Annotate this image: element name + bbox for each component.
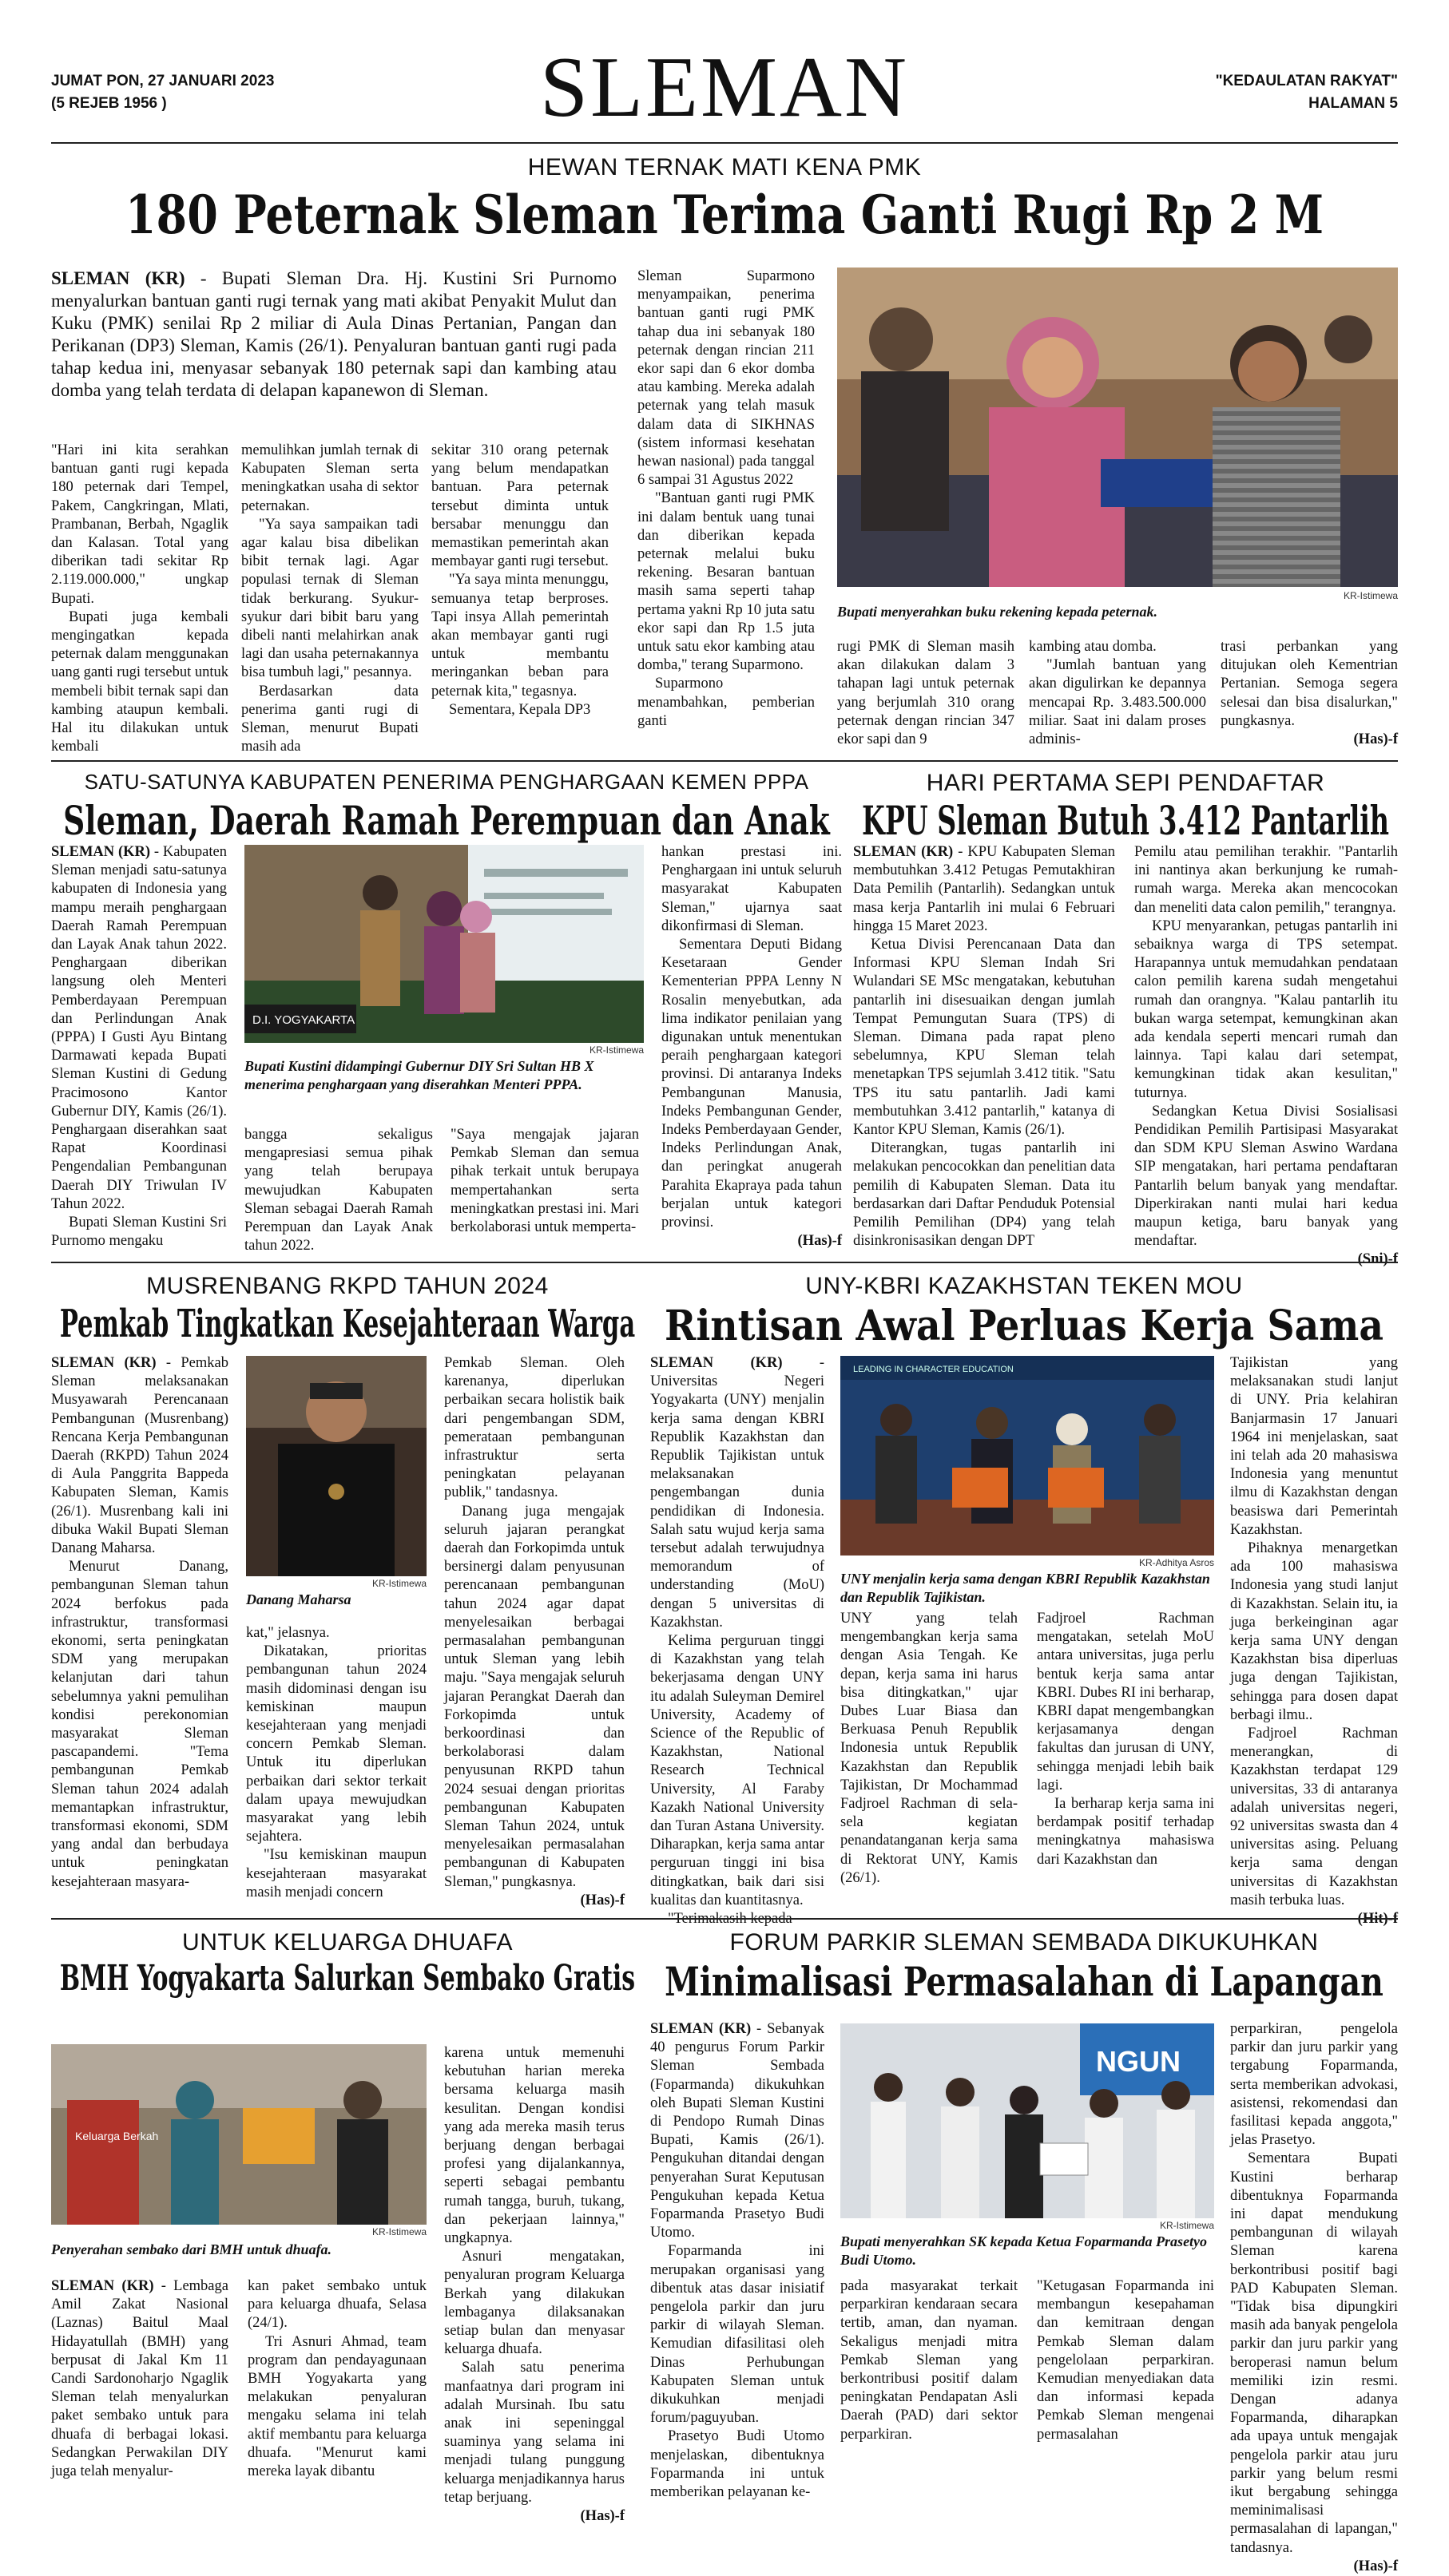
paragraph: KPU menyarankan, petugas pantarlih ini sebaiknya warga di TPS setempat. Harapannya untuk memudahkan pendataan calon pemilih karena sudah mengetahui rumah dan orangnya. "Kalau pantarlih itu bukan warga setempat, kemungkinan akan ada kendala seperti mencari rumah dan lainnya. Tapi kalau dari setempat, kemungkinan tidak akan kesulitan," tuturnya. xyxy=(1134,917,1398,1101)
paragraph: perparkiran, pengelola parkir dan juru parkir yang tergabung Foparmanda, serta memberikan advokasi, asistensi, rekomendasi dan fasilitasi kepada anggota," jelas Prasetyo. xyxy=(1230,2021,1398,2149)
photo-caption: Bupati menyerahkan SK kepada Ketua Foparmanda Prasetyo Budi Utomo. xyxy=(840,2233,1208,2268)
body-text xyxy=(1037,2277,1214,2444)
body-text xyxy=(241,442,419,756)
article-kicker: MUSRENBANG RKPD TAHUN 2024 xyxy=(146,1273,549,1299)
paragraph: SLEMAN (KR) - Kabupaten Sleman menjadi satu-satunya kabupaten di Indonesia yang mampu meraih penghargaan Daerah Ramah Perempuan dan Layak Anak tahun 2022. Penghargaan diberikan langsung oleh Menteri Pemberdayaan Perempuan dan Perlindungan Anak (PPPA) I Gusti Ayu Bintang Darmawati kepada Bupati Sleman Kustini di Gedung Pracimosono Kantor Gubernur DIY, Kamis (26/1). Penghargaan diserahkan saat Rapat Koordinasi Pengendalian Pembangunan Daerah DIY Triwulan IV Tahun 2022. xyxy=(51,844,227,1212)
body-text xyxy=(650,2020,824,2502)
paragraph: Sementara Bupati Kustini berharap dibentuknya Foparmanda ini dapat mendukung pembangunan di wilayah Sleman karena berkontribusi positif bagi PAD Kabupaten Sleman. "Tidak bisa dipungkiri masih ada banyak pengelola parkir dan juru parkir yang beroperasi namun belum memiliki izin resmi. Dengan adanya Foparmanda, diharapkan ada upaya untuk mengajak pengelola parkir atau juru parkir yang belum resmi ikut bergabung sehingga meminimalisasi permasalahan di lapangan," tandasnya. xyxy=(1230,2150,1398,2556)
paragraph: "Ya saya sampaikan tadi agar kalau bisa dibelikan bibit ternak lagi. Agar populasi ternak di Sleman tidak berkurang. Syukur-syukur dari bibit baru yang dibeli nanti melahirkan anak lagi dan usaha peternakannya bisa tumbuh lagi," pesannya. xyxy=(241,516,419,681)
author-signature: (Has)-f xyxy=(1353,2558,1398,2574)
author-signature: (Has)-f xyxy=(1353,731,1398,748)
photo-credit: KR-Istimewa xyxy=(589,1044,644,1056)
author-signature: (Sni)-f xyxy=(1357,1251,1398,1268)
paragraph: Fadjroel Rachman menerangkan, di Kazakhstan terdapat 129 universitas, 33 di antaranya adalah universitas negeri, 92 universitas swasta dan 4 universitas asing. Peluang kerja sama dengan universitas di Kazakhstan masih terbuka luas. xyxy=(1230,1726,1398,1908)
page-number: HALAMAN 5 xyxy=(1308,95,1398,112)
paragraph: SLEMAN (KR) - Sebanyak 40 pengurus Forum Parkir Sleman Sembada (Foparmanda) dikukuhkan oleh Bupati Sleman Kustini di Pendopo Rumah Dinas Bupati, Kamis (26/1). Pengukuhan ditandai dengan penyerahan Surat Keputusan Pengukuhan kepada Ketua Foparmanda Prasetyo Budi Utomo. xyxy=(650,2021,824,2241)
body-column-2 xyxy=(244,1126,433,1254)
body-column-4 xyxy=(1230,1354,1398,1928)
section-divider xyxy=(51,1918,1398,1920)
paragraph: Tri Asnuri Ahmad, team program dan pendayagunaan BMH Yogyakarta yang melakukan penyaluran mengaku selama ini telah aktif membantu para keluarga dhuafa. "Menurut kami mereka layak dibantu xyxy=(248,2333,427,2480)
article-musrenbang xyxy=(51,1266,644,1913)
body-column-4 xyxy=(661,843,842,1250)
paragraph: kat," jelasnya. xyxy=(246,1625,330,1641)
paragraph: hankan prestasi ini. Penghargaan ini untuk seluruh masyarakat Kabupaten Sleman," ujarnya saat dikonfirmasi di Sleman. xyxy=(661,844,842,934)
hijri-date: (5 REJEB 1956 ) xyxy=(51,95,167,112)
paragraph: trasi perbankan yang ditujukan oleh Kementrian Pertanian. Semoga segera selesai dan bisa disalurkan," pungkasnya. xyxy=(1221,639,1398,729)
paragraph: "Hari ini kita serahkan bantuan ganti rugi kepada 180 peternak dari Tempel, Pakem, Cangkringan, Mlati, Prambanan, Berbah, Ngaglik dan Kalasan. Total yang diberikan tadi sekitar Rp 2.119.000.000," ungkap Bupati. xyxy=(51,442,228,607)
paragraph: "Jumlah bantuan yang akan digulirkan ke depannya mencapai Rp. 3.483.500.000 miliar. Saat ini dalam proses adminis- xyxy=(1029,657,1206,748)
paragraph: Danang juga mengajak seluruh jajaran perangkat daerah dan Forkopimda untuk bersinergi dalam penyusunan perencanaan pembangunan tahun 2024 agar dapat menyelesaikan berbagai permasalahan pembangunan untuk Sleman yang lebih maju. "Saya mengajak seluruh jajaran Perangkat Daerah dan Forkopimda untuk berkoordinasi dan berkolaborasi dalam penyusunan RKPD tahun 2024 sesuai dengan prioritas pembangunan Kabupaten Sleman Tahun 2024, untuk menyelesaikan permasalahan pembangunan di Kabupaten Sleman," pungkasnya. xyxy=(444,1503,625,1890)
publication-name: "KEDAULATAN RAKYAT" xyxy=(1215,73,1398,89)
body-column-5 xyxy=(837,638,1014,748)
paragraph: sekitar 310 orang peternak yang belum mendapatkan bantuan. Para peternak tersebut diminta untuk bersabar menunggu dan memastikan pemerintah akan membayar ganti rugi tersebut. xyxy=(431,442,609,570)
paragraph: Ia berharap kerja sama ini berdampak positif terhadap meningkatnya mahasiswa dari Kazakhstan dan xyxy=(1037,1796,1214,1868)
photo-caption: Bupati menyerahkan buku rekening kepada peternak. xyxy=(837,604,1158,620)
body-column-1 xyxy=(51,843,227,1250)
paragraph: Sedangkan Ketua Divisi Sosialisasi Pendidikan Pemilih Partisipasi Masyarakat dan SDM KPU Sleman Aswino Wardana SIP mengatakan, hari pertama pendaftaran Pantarlih belum banyak yang mendaftar. Diperkirakan nanti mulai hari kedua maupun ketiga, baru banyak yang mendaftar. xyxy=(1134,1103,1398,1250)
article-headline: KPU Sleman Butuh 3.412 Pantarlih xyxy=(861,797,1390,844)
body-column-3 xyxy=(444,1354,625,1908)
paragraph: Pihaknya menargetkan ada 100 mahasiswa Indonesia yang studi lanjut di Kazakhstan. Selain itu, ia juga berkeinginan agar kerja sama UNY dengan Kazakhstan bisa diperluas juga dengan Tajikistan, sehingga para dosen dapat berbagi ilmu.. xyxy=(1230,1540,1398,1723)
photo-caption: Bupati Kustini didampingi Gubernur DIY Sri Sultan HB X menerima penghargaan yang diserahkan Menteri PPPA. xyxy=(244,1058,594,1092)
banner-text: Keluarga Berkah xyxy=(75,2130,159,2142)
photo-bupati-peternak xyxy=(837,268,1398,587)
banner-text: D.I. YOGYAKARTA xyxy=(252,1013,355,1027)
article-kicker: UNTUK KELUARGA DHUAFA xyxy=(182,1929,513,1956)
body-text xyxy=(51,1354,228,1892)
body-text xyxy=(1221,638,1398,731)
paragraph: Dikatakan, prioritas pembangunan tahun 2024 masih didominasi dengan isu kemiskinan maupun kesejahteraan yang menjadi concern Pemkab Sleman. Untuk itu diperlukan perbaikan dari sektor terkait dalam upaya mewujudkan masyarakat yang lebih sejahtera. xyxy=(246,1643,427,1845)
paragraph: SLEMAN (KR) - Universitas Negeri Yogyakarta (UNY) menjalin kerja sama dengan KBRI Republik Kazakhstan dan Republik Tajikistan untuk melaksanakan pengembangan dunia pendidikan di Indonesia. Salah satu wujud kerja sama tersebut adalah terwujudnya memorandum of understanding (MoU) dengan 5 universitas di Kazakhstan. xyxy=(650,1355,824,1631)
photo-danang xyxy=(246,1356,427,1576)
body-text xyxy=(51,843,227,1250)
paragraph: Suparmono menambahkan, pemberian ganti xyxy=(637,676,815,729)
photo-illustration xyxy=(246,1356,427,1576)
dateline: SLEMAN (KR) xyxy=(51,1355,157,1371)
paragraph: "Isu kemiskinan maupun kesejahteraan masyarakat masih menjadi concern xyxy=(246,1847,427,1900)
body-text xyxy=(444,2044,625,2507)
body-column-3 xyxy=(444,2044,625,2525)
article-kicker: UNY-KBRI KAZAKHSTAN TEKEN MOU xyxy=(805,1273,1243,1299)
article-kicker: HEWAN TERNAK MATI KENA PMK xyxy=(527,154,922,180)
dateline: SLEMAN (KR) xyxy=(853,844,954,860)
body-text xyxy=(51,442,228,756)
paragraph: Pemkab Sleman. Oleh karenanya, diperlukan perbaikan secara holistik baik dari pengembangan SDM, pemerataan pembangunan infrastruktur serta peningkatan pelayanan publik," tandasnya. xyxy=(444,1355,625,1501)
photo-credit: KR-Adhitya Asros xyxy=(1138,1557,1214,1568)
body-text xyxy=(853,843,1115,1250)
author-signature: (Has)-f xyxy=(797,1233,842,1250)
body-text xyxy=(244,1126,433,1255)
paragraph: Ketua Divisi Perencanaan Data dan Informasi KPU Sleman Indah Sri Wulandari SE MSc mengatakan, kebutuhan pantarlih ini disesuaikan dengan jumlah Tempat Pemungutan Suara (TPS) di Sleman. Dimana pada rapat pleno sebelumnya, KPU Sleman telah menetapkan TPS sejumlah 3.412 titik. "Satu TPS itu satu pantarlih. Jadi kami membutuhkan 3.412 pantarlih," katanya di Kantor KPU Sleman, Kamis (26/1). xyxy=(853,937,1115,1139)
paragraph: pada masyarakat terkait perparkiran kendaraan secara tertib, aman, dan nyaman. Sekaligus menjadi mitra Pemkab Sleman yang berkontribusi positif dalam peningkatan Pendapatan Asli Daerah (PAD) dari sektor perparkiran. xyxy=(840,2278,1018,2443)
paragraph: kambing atau domba. xyxy=(1029,639,1157,655)
photo-foparmanda xyxy=(840,2023,1214,2218)
body-text xyxy=(431,442,609,719)
body-text xyxy=(1029,638,1206,749)
photo-caption: Danang Maharsa xyxy=(246,1591,351,1607)
dateline: SLEMAN (KR) xyxy=(51,2278,154,2294)
body-text xyxy=(637,268,815,731)
body-text xyxy=(1134,843,1398,1250)
body-text xyxy=(837,638,1014,749)
paragraph: "Ketugasan Foparmanda ini membangun kesepahaman dan kemitraan dengan Pemkab Sleman dalam pengelolaan perparkiran. Kemudian menyediakan data dan informasi kepada Pemkab Sleman mengenai permasalahan xyxy=(1037,2278,1214,2443)
body-column-1 xyxy=(51,2277,228,2509)
paragraph: memulihkan jumlah ternak di Kabupaten Sleman serta meningkatkan usaha di sektor peternakan. xyxy=(241,442,419,514)
body-column-3 xyxy=(1037,2277,1214,2509)
masthead xyxy=(51,40,1398,136)
paragraph: Diterangkan, tugas pantarlih ini melakukan pencocokkan dan penelitian data pemilih di Kabupaten Sleman. Data itu berdasarkan dari Daftar Penduduk Potensial Pemilih Pemilihan (DP4) yang telah disinkronisasikan dengan DPT xyxy=(853,1140,1115,1250)
body-column-1 xyxy=(51,442,228,755)
body-column-2 xyxy=(246,1624,427,1905)
article-headline: BMH Yogyakarta Salurkan Sembako Gratis xyxy=(59,1958,636,1999)
article-parkir xyxy=(650,1923,1398,2574)
photo-caption: Penyerahan sembako dari BMH untuk dhuafa. xyxy=(51,2241,332,2257)
article-bmh xyxy=(51,1923,644,2525)
author-signature: (Has)-f xyxy=(580,2508,625,2525)
paragraph: "Saya mengajak jajaran Pemkab Sleman dan semua pihak terkait untuk berupaya mempertahankan serta meningkatkan prestasi ini. Mari berkolaborasi untuk memperta- xyxy=(451,1127,639,1236)
body-column-1 xyxy=(650,2020,824,2509)
body-column-6 xyxy=(1029,638,1206,748)
article-ganti-rugi xyxy=(51,148,1398,755)
body-text xyxy=(840,2277,1018,2444)
photo-credit: KR-Istimewa xyxy=(371,1578,427,1589)
paragraph: Sleman Suparmono menyampaikan, penerima bantuan ganti rugi PMK tahap dua ini sebanyak 180 peternak dengan rincian 211 ekor sapi dan 6 ekor domba atau kambing. Mereka adalah peternak yang telah masuk dalam data di SIKHNAS (sistem informasi kesehatan hewan nasional) pada tanggal 6 sampai 31 Agustus 2022 xyxy=(637,268,815,489)
paragraph: SLEMAN (KR) - Lembaga Amil Zakat Nasional (Laznas) Baitul Maal Hidayatullah (BMH) yang berpusat di Jakal Km 11 Candi Sardonoharjo Ngaglik Sleman telah menyalurkan paket sembako untuk para dhuafa di berbagai lokasi. Sedangkan Perwakilan DIY juga telah menyalur- xyxy=(51,2278,228,2480)
paragraph: Salah satu penerima manfaatnya dari program ini adalah Mursinah. Ibu satu anak ini sepeninggal suaminya yang selama ini menjadi tulang punggung keluarga menjadikannya harus tetap berjuang. xyxy=(444,2360,625,2506)
publication-block xyxy=(1216,70,1398,115)
section-divider xyxy=(51,760,1398,762)
paragraph: Sementara, Kepala DP3 xyxy=(449,701,591,718)
body-column-4 xyxy=(637,268,815,740)
body-column-3 xyxy=(1037,1610,1214,1905)
photo-illustration xyxy=(840,2023,1214,2218)
article-uny xyxy=(650,1266,1398,1928)
body-column-2 xyxy=(248,2277,427,2509)
body-text xyxy=(1230,1354,1398,1910)
body-text xyxy=(1037,1610,1214,1869)
photo-illustration xyxy=(840,1356,1214,1556)
paragraph: "Bantuan ganti rugi PMK ini dalam bentuk uang tunai dan diberikan kepada peternak melalui buku rekening. Besaran bantuan masih sama seperti tahap pertama yakni Rp 10 juta satu ekor sapi dan Rp 1.5 juta untuk satu ekor kambing atau domba," terang Suparmono. xyxy=(637,490,815,674)
paragraph: bangga sekaligus mengapresiasi semua pihak yang telah berupaya mewujudkan Kabupaten Sleman sebagai Daerah Ramah Perempuan dan Layak Anak tahun 2022. xyxy=(244,1127,433,1254)
photo-sembako xyxy=(51,2044,427,2225)
body-column-2 xyxy=(241,442,419,755)
author-signature: (Has)-f xyxy=(580,1892,625,1908)
author-signature: (Hit)-f xyxy=(1357,1911,1398,1928)
photo-illustration xyxy=(244,845,644,1043)
article-kicker: HARI PERTAMA SEPI PENDAFTAR xyxy=(926,770,1325,796)
body-text xyxy=(650,1354,824,1928)
paragraph: Pemilu atau pemilihan terakhir. "Pantarlih ini nantinya akan berkunjung ke rumah-rumah warga. Mereka akan mencocokan dan meneliti data calon pemilih," terangnya. xyxy=(1134,844,1398,916)
body-column-1 xyxy=(853,843,1115,1250)
masthead-rule xyxy=(51,142,1398,144)
body-column-1 xyxy=(51,1354,228,1905)
body-text xyxy=(451,1126,639,1237)
paragraph: Bupati Sleman Kustini Sri Purnomo mengaku xyxy=(51,1215,227,1250)
article-kicker: SATU-SATUNYA KABUPATEN PENERIMA PENGHARGAAN KEMEN PPPA xyxy=(84,770,809,794)
dateline: SLEMAN (KR) xyxy=(51,844,151,860)
paragraph: Bupati juga kembali mengingatkan kepada peternak dalam menggunakan uang ganti rugi tersebut untuk membeli bibit ternak sapi dan kambing ataupun kembali. Hal itu dilakukan untuk kembali xyxy=(51,608,228,755)
paragraph: Tajikistan yang melaksanakan studi lanjut di UNY. Pria kelahiran Banjarmasin 17 Januari 1964 ini menjelaskan, saat ini telah ada 20 mahasiswa Indonesia yang menuntut ilmu di Kazakhstan dengan beasiswa dari Pemerintah Kazakhstan. xyxy=(1230,1355,1398,1538)
article-ramah-perempuan xyxy=(51,765,842,1256)
paragraph: "Ya saya minta menunggu, semuanya tetap berproses. Tapi insya Allah pemerintah akan membayar ganti rugi untuk membantu meringankan beban para peternak kita," tegasnya. xyxy=(431,572,609,699)
article-kpu xyxy=(853,765,1398,1268)
paragraph: SLEMAN (KR) - KPU Kabupaten Sleman membutuhkan 3.412 Petugas Pemutakhiran Data Pemilih (Pantarlih). Sedangkan untuk masa kerja Pantarlih ini mulai 6 Februari hingga 15 Maret 2023. xyxy=(853,844,1115,934)
paragraph: rugi PMK di Sleman masih akan dilakukan dalam 3 tahapan lagi untuk peternak yang berjumlah 310 orang peternak dengan rincian 347 ekor sapi dan 9 xyxy=(837,639,1014,748)
paragraph: kan paket sembako untuk para keluarga dhuafa, Selasa (24/1). xyxy=(248,2278,427,2332)
paragraph: "Terimakasih kepada xyxy=(668,1911,792,1928)
dateline: SLEMAN (KR) xyxy=(51,268,185,288)
body-text xyxy=(840,1610,1018,1888)
body-column-2 xyxy=(840,1610,1018,1905)
photo-mou xyxy=(840,1356,1214,1556)
article-headline: Minimalisasi Permasalahan di Lapangan xyxy=(665,1958,1383,2005)
body-text xyxy=(51,2277,228,2481)
banner-text: LEADING IN CHARACTER EDUCATION xyxy=(853,1365,1014,1374)
lead-text: - Bupati Sleman Dra. Hj. Kustini Sri Purnomo menyalurkan bantuan ganti rugi ternak yang mati akibat Penyakit Mulut dan Kuku (PMK) senilai Rp 2 miliar di Aula Dinas Pertanian, Pangan dan Perikanan (DP3) Sleman, Kamis (26/1). Penyaluran bantuan ganti rugi pada tahap kedua ini, menyasar sebanyak 180 peternak sapi dan kambing atau domba yang telah terdata di delapan kapanewon di Sleman. xyxy=(51,268,617,400)
photo-illustration xyxy=(837,268,1398,587)
body-column-2 xyxy=(1134,843,1398,1268)
article-headline: Rintisan Awal Perluas Kerja Sama xyxy=(665,1302,1383,1350)
photo-credit: KR-Istimewa xyxy=(1159,2220,1214,2231)
body-text xyxy=(1230,2020,1398,2558)
body-column-1 xyxy=(650,1354,824,1928)
body-column-2 xyxy=(840,2277,1018,2509)
paragraph: Berdasarkan data penerima ganti rugi di Sleman, menurut Bupati masih ada xyxy=(241,683,419,755)
body-column-3 xyxy=(431,442,609,740)
section-divider xyxy=(51,1262,1398,1263)
photo-caption: UNY menjalin kerja sama dengan KBRI Republik Kazakhstan dan Republik Tajikistan. xyxy=(840,1571,1210,1605)
body-text xyxy=(444,1354,625,1892)
section-title: SLEMAN xyxy=(539,40,910,135)
article-headline: Sleman, Daerah Ramah Perempuan dan Anak xyxy=(63,797,830,844)
photo-credit: KR-Istimewa xyxy=(371,2226,427,2237)
photo-credit: KR-Istimewa xyxy=(1343,590,1398,601)
paragraph: Sementara Deputi Bidang Kesetaraan Gender Kementerian PPPA Lenny N Rosalin menyebutkan, ada lima indikator penilaian yang digunakan untuk menentukan peraih penghargaan kategori provinsi. Di antaranya Indeks Pembangunan Manusia, Indeks Pembangunan Gender, Indeks Pemberdayaan Gender, Indeks Perlindungan Anak, dan peringkat anugerah Parahita Ekapraya pada tahun berjalan untuk kategori provinsi. xyxy=(661,937,842,1231)
paragraph: Foparmanda ini merupakan organisasi yang dibentuk atas dasar inisiatif pengelola parkir dan juru parkir di wilayah Sleman. Kemudian difasilitasi oleh Dinas Perhubungan Kabupaten Sleman untuk dikukuhkan menjadi forum/paguyuban. xyxy=(650,2243,824,2427)
paragraph: karena untuk memenuhi kebutuhan harian mereka bersama keluarga masih kesulitan. Dengan kondisi yang ada mereka masih terus berjuang dengan berbagai profesi yang dijalankannya, seperti sebagai pembantu rumah tangga, buruh, tukang, dan pekerjaan lainnya," ungkapnya. xyxy=(444,2045,625,2247)
banner-text: NGUN xyxy=(1096,2045,1181,2078)
article-headline: 180 Peternak Sleman Terima Ganti Rugi Rp 2 M xyxy=(125,184,1324,246)
issue-date: JUMAT PON, 27 JANUARI 2023 xyxy=(51,73,275,89)
paragraph: Menurut Danang, pembangunan Sleman tahun 2024 berfokus pada infrastruktur, transformasi ekonomi, serta peningkatan SDM yang merupakan kelanjutan dari tahun sebelumnya yakni pemulihan kondisi perekonomian masyarakat Sleman pascapandemi. "Tema pembangunan Pemkab Sleman tahun 2024 adalah memantapkan infrastruktur, transformasi ekonomi, SDM yang andal dan berbudaya untuk peningkatan kesejahteraan masyara- xyxy=(51,1559,228,1890)
body-column-3 xyxy=(451,1126,639,1246)
body-column-4 xyxy=(1230,2020,1398,2574)
paragraph: UNY yang telah mengembangkan kerja sama dengan Asia Tengah. Ke depan, kerja sama ini harus bisa ditingkatkan," ujar Dubes Luar Biasa dan Berkuasa Penuh Republik Indonesia untuk Republik Kazakhstan dan Republik Tajikistan, Dr Mochammad Fadjroel Rachman di sela-sela kegiatan penandatanganan kerja sama di Rektorat UNY, Kamis (26/1). xyxy=(840,1611,1018,1886)
paragraph: Kelima perguruan tinggi di Kazakhstan yang telah bekerjasama dengan UNY itu adalah Suleyman Demirel University, Academy of Science of the Republic of Kazakhstan, National Research Technical University, Al Faraby Kazakh National University dan Turan Astana University. Diharapkan, kerja sama antar perguruan tinggi ini bisa ditingkatkan, baik dari sisi kualitas dan kuantitasnya. xyxy=(650,1633,824,1908)
dateline: SLEMAN (KR) xyxy=(650,2021,752,2037)
photo-illustration xyxy=(51,2044,427,2225)
paragraph: Fadjroel Rachman mengatakan, setelah MoU antara universitas, juga perlu bentuk kerja sama antar KBRI. Dubes RI ini berharap, KBRI dapat mengembangkan kerjasamanya dengan fakultas dan jurusan di UNY, sehingga menjadi lebih baik lagi. xyxy=(1037,1611,1214,1793)
photo-penghargaan xyxy=(244,845,644,1043)
dateline: SLEMAN (KR) xyxy=(650,1355,783,1371)
body-text xyxy=(246,1624,427,1902)
article-headline: Pemkab Tingkatkan Kesejahteraan Warga xyxy=(59,1302,636,1346)
body-text xyxy=(661,843,842,1232)
article-kicker: FORUM PARKIR SLEMAN SEMBADA DIKUKUHKAN xyxy=(729,1929,1319,1956)
paragraph: SLEMAN (KR) - Pemkab Sleman melaksanakan Musyawarah Perencanaan Pembangunan (Musrenbang) Rencana Kerja Pembangunan Daerah (RKPD) Tahun 2024 di Aula Panggrita Bappeda Kabupaten Sleman, Kamis (26/1). Musrenbang kali ini dibuka Wakil Bupati Sleman Danang Maharsa. xyxy=(51,1355,228,1557)
article-lead xyxy=(51,268,617,402)
body-text xyxy=(248,2277,427,2481)
body-column-7 xyxy=(1221,638,1398,748)
paragraph: Prasetyo Budi Utomo menjelaskan, dibentuknya Foparmanda ini untuk memberikan pelayanan ke- xyxy=(650,2428,824,2501)
paragraph: Asnuri mengatakan, penyaluran program Keluarga Berkah yang dilakukan lembaganya dilaksanakan setiap bulan dan menyasar keluarga dhuafa. xyxy=(444,2249,625,2358)
